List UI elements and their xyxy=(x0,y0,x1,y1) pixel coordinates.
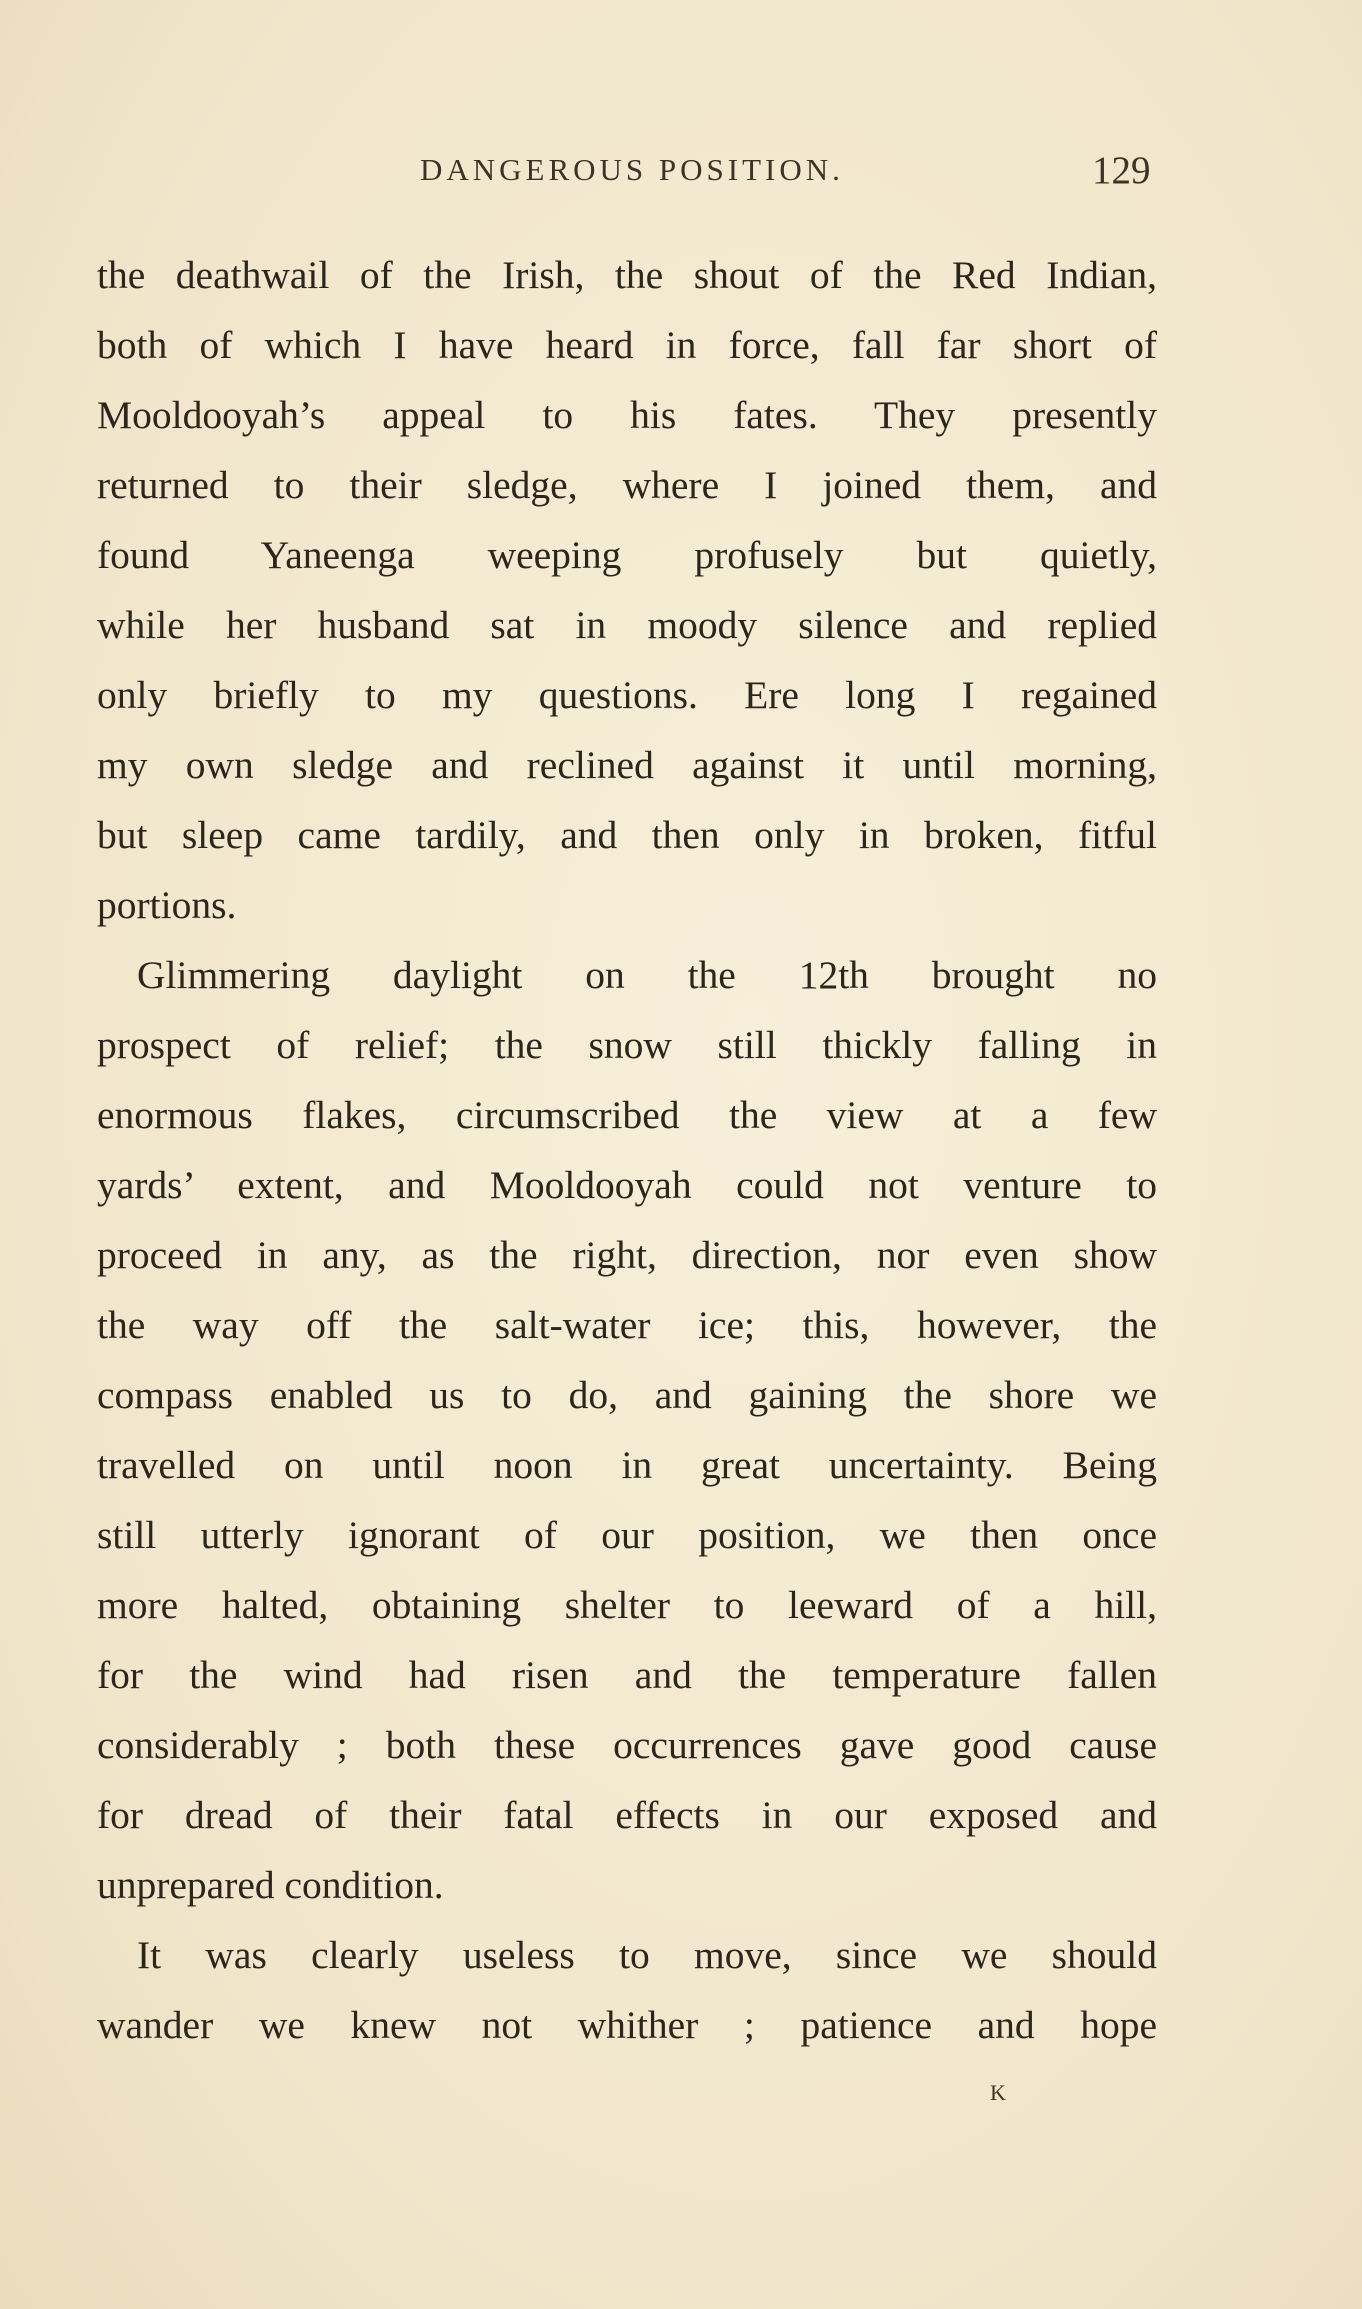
text-line: both of which I have heard in force, fall far short of xyxy=(97,323,1157,367)
text-line: compass enabled us to do, and gaining the shore we xyxy=(97,1373,1157,1417)
text-line: Mooldooyah’s appeal to his fates. They presently xyxy=(97,393,1157,437)
text-line: portions. xyxy=(97,883,237,927)
page-number: 129 xyxy=(1092,149,1151,192)
text-line: prospect of relief; the snow still thickly falling in xyxy=(97,1023,1157,1067)
text-line: enormous flakes, circumscribed the view at a few xyxy=(97,1093,1157,1137)
text-line: still utterly ignorant of our position, we then once xyxy=(97,1513,1157,1557)
text-line: returned to their sledge, where I joined them, and xyxy=(97,463,1157,507)
text-line: more halted, obtaining shelter to leeward of a hill, xyxy=(97,1583,1157,1627)
text-line: proceed in any, as the right, direction, nor even show xyxy=(97,1233,1157,1277)
running-title: DANGEROUS POSITION. xyxy=(420,152,844,187)
text-line: considerably ; both these occurrences gave good cause xyxy=(97,1723,1157,1767)
text-line: while her husband sat in moody silence and replied xyxy=(97,603,1157,647)
text-line: the deathwail of the Irish, the shout of the Red Indian, xyxy=(97,253,1157,297)
text-line: the way off the salt-water ice; this, however, the xyxy=(97,1303,1157,1347)
paragraph-start-line: It was clearly useless to move, since we should xyxy=(137,1933,1157,1977)
running-head xyxy=(0,149,1362,202)
text-line: yards’ extent, and Mooldooyah could not venture to xyxy=(97,1163,1157,1207)
text-line: for the wind had risen and the temperature fallen xyxy=(97,1653,1157,1697)
text-line: unprepared condition. xyxy=(97,1863,444,1907)
text-line: wander we knew not whither ; patience and hope xyxy=(97,2003,1157,2047)
text-line: found Yaneenga weeping profusely but quietly, xyxy=(97,533,1157,577)
body-text xyxy=(97,240,1157,2060)
text-line: only briefly to my questions. Ere long I regained xyxy=(97,673,1157,717)
text-line: for dread of their fatal effects in our exposed and xyxy=(97,1793,1157,1837)
text-line: my own sledge and reclined against it until morning, xyxy=(97,743,1157,787)
text-line: travelled on until noon in great uncertainty. Being xyxy=(97,1443,1157,1487)
text-line: but sleep came tardily, and then only in broken, fitful xyxy=(97,813,1157,857)
paragraph-start-line: Glimmering daylight on the 12th brought no xyxy=(137,953,1157,997)
signature-mark: K xyxy=(990,2080,1007,2105)
